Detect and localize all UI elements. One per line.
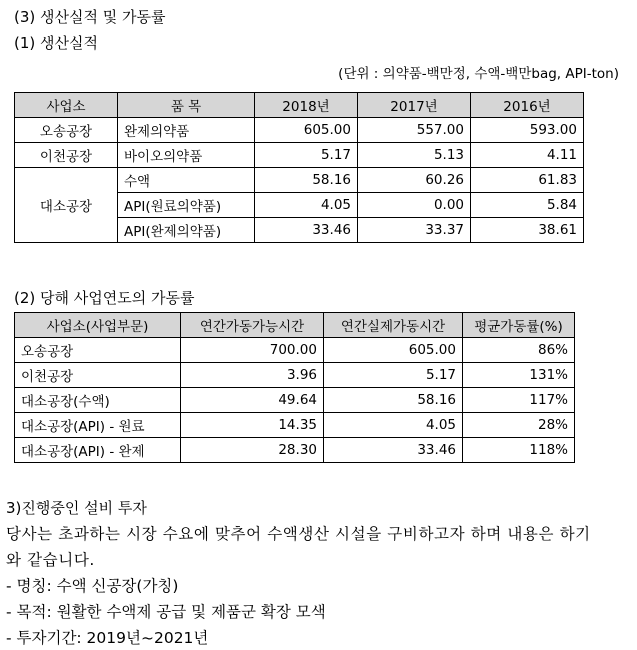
actual-hours-cell: 605.00 bbox=[324, 338, 463, 363]
header-2017: 2017년 bbox=[358, 93, 471, 118]
utilization-table bbox=[14, 312, 575, 463]
value-2016: 593.00 bbox=[471, 118, 584, 143]
possible-hours-cell: 49.64 bbox=[181, 388, 324, 413]
item-cell: API(완제의약품) bbox=[118, 218, 255, 243]
investment-bullet-name: - 명칭: 수액 신공장(가칭) bbox=[6, 577, 179, 595]
value-2016: 5.84 bbox=[471, 193, 584, 218]
investment-body-line-2: 와 같습니다. bbox=[6, 551, 95, 569]
site-cell: 대소공장(API) - 원료 bbox=[15, 413, 181, 438]
unit-note: (단위 : 의약품-백만정, 수액-백만bag, API-ton) bbox=[338, 66, 619, 82]
actual-hours-cell: 33.46 bbox=[324, 438, 463, 463]
value-2018: 58.16 bbox=[255, 168, 358, 193]
rate-cell: 28% bbox=[463, 413, 575, 438]
value-2016: 61.83 bbox=[471, 168, 584, 193]
possible-hours-cell: 28.30 bbox=[181, 438, 324, 463]
item-cell: 바이오의약품 bbox=[118, 143, 255, 168]
actual-hours-cell: 4.05 bbox=[324, 413, 463, 438]
value-2018: 4.05 bbox=[255, 193, 358, 218]
site-cell: 오송공장 bbox=[15, 118, 118, 143]
rate-cell: 117% bbox=[463, 388, 575, 413]
table-row bbox=[15, 388, 575, 413]
value-2017: 557.00 bbox=[358, 118, 471, 143]
actual-hours-cell: 58.16 bbox=[324, 388, 463, 413]
header-2018: 2018년 bbox=[255, 93, 358, 118]
production-results-title: (1) 생산실적 bbox=[14, 34, 98, 52]
table-row bbox=[15, 168, 584, 193]
possible-hours-cell: 700.00 bbox=[181, 338, 324, 363]
header-site: 사업소(사업부문) bbox=[15, 313, 181, 338]
possible-hours-cell: 14.35 bbox=[181, 413, 324, 438]
rate-cell: 131% bbox=[463, 363, 575, 388]
header-rate: 평균가동률(%) bbox=[463, 313, 575, 338]
investment-title: 3)진행중인 설비 투자 bbox=[6, 499, 147, 517]
site-cell: 이천공장 bbox=[15, 143, 118, 168]
item-cell: API(원료의약품) bbox=[118, 193, 255, 218]
table-row bbox=[15, 413, 575, 438]
investment-bullet-purpose: - 목적: 원활한 수액제 공급 및 제품군 확장 모색 bbox=[6, 603, 326, 621]
header-actual-hours: 연간실제가동시간 bbox=[324, 313, 463, 338]
value-2018: 605.00 bbox=[255, 118, 358, 143]
value-2016: 38.61 bbox=[471, 218, 584, 243]
table-row bbox=[15, 338, 575, 363]
site-cell: 대소공장(API) - 완제 bbox=[15, 438, 181, 463]
value-2017: 33.37 bbox=[358, 218, 471, 243]
value-2017: 60.26 bbox=[358, 168, 471, 193]
section-title: (3) 생산실적 및 가동률 bbox=[14, 8, 166, 26]
actual-hours-cell: 5.17 bbox=[324, 363, 463, 388]
site-cell: 이천공장 bbox=[15, 363, 181, 388]
utilization-title: (2) 당해 사업연도의 가동률 bbox=[14, 289, 195, 307]
possible-hours-cell: 3.96 bbox=[181, 363, 324, 388]
header-possible-hours: 연간가동가능시간 bbox=[181, 313, 324, 338]
table-row bbox=[15, 363, 575, 388]
value-2017: 5.13 bbox=[358, 143, 471, 168]
value-2016: 4.11 bbox=[471, 143, 584, 168]
table-row bbox=[15, 143, 584, 168]
site-cell: 대소공장(수액) bbox=[15, 388, 181, 413]
value-2018: 33.46 bbox=[255, 218, 358, 243]
rate-cell: 86% bbox=[463, 338, 575, 363]
site-cell: 오송공장 bbox=[15, 338, 181, 363]
site-cell: 대소공장 bbox=[15, 168, 118, 243]
item-cell: 완제의약품 bbox=[118, 118, 255, 143]
investment-body-line-1: 당사는 초과하는 시장 수요에 맞추어 수액생산 시설을 구비하고자 하며 내용은 하기 bbox=[6, 525, 591, 543]
table-header-row bbox=[15, 313, 575, 338]
table-row bbox=[15, 438, 575, 463]
header-item: 품 목 bbox=[118, 93, 255, 118]
investment-bullet-period: - 투자기간: 2019년~2021년 bbox=[6, 629, 209, 647]
item-cell: 수액 bbox=[118, 168, 255, 193]
table-row bbox=[15, 118, 584, 143]
header-2016: 2016년 bbox=[471, 93, 584, 118]
value-2017: 0.00 bbox=[358, 193, 471, 218]
production-results-table bbox=[14, 92, 584, 243]
rate-cell: 118% bbox=[463, 438, 575, 463]
table-header-row bbox=[15, 93, 584, 118]
header-site: 사업소 bbox=[15, 93, 118, 118]
value-2018: 5.17 bbox=[255, 143, 358, 168]
